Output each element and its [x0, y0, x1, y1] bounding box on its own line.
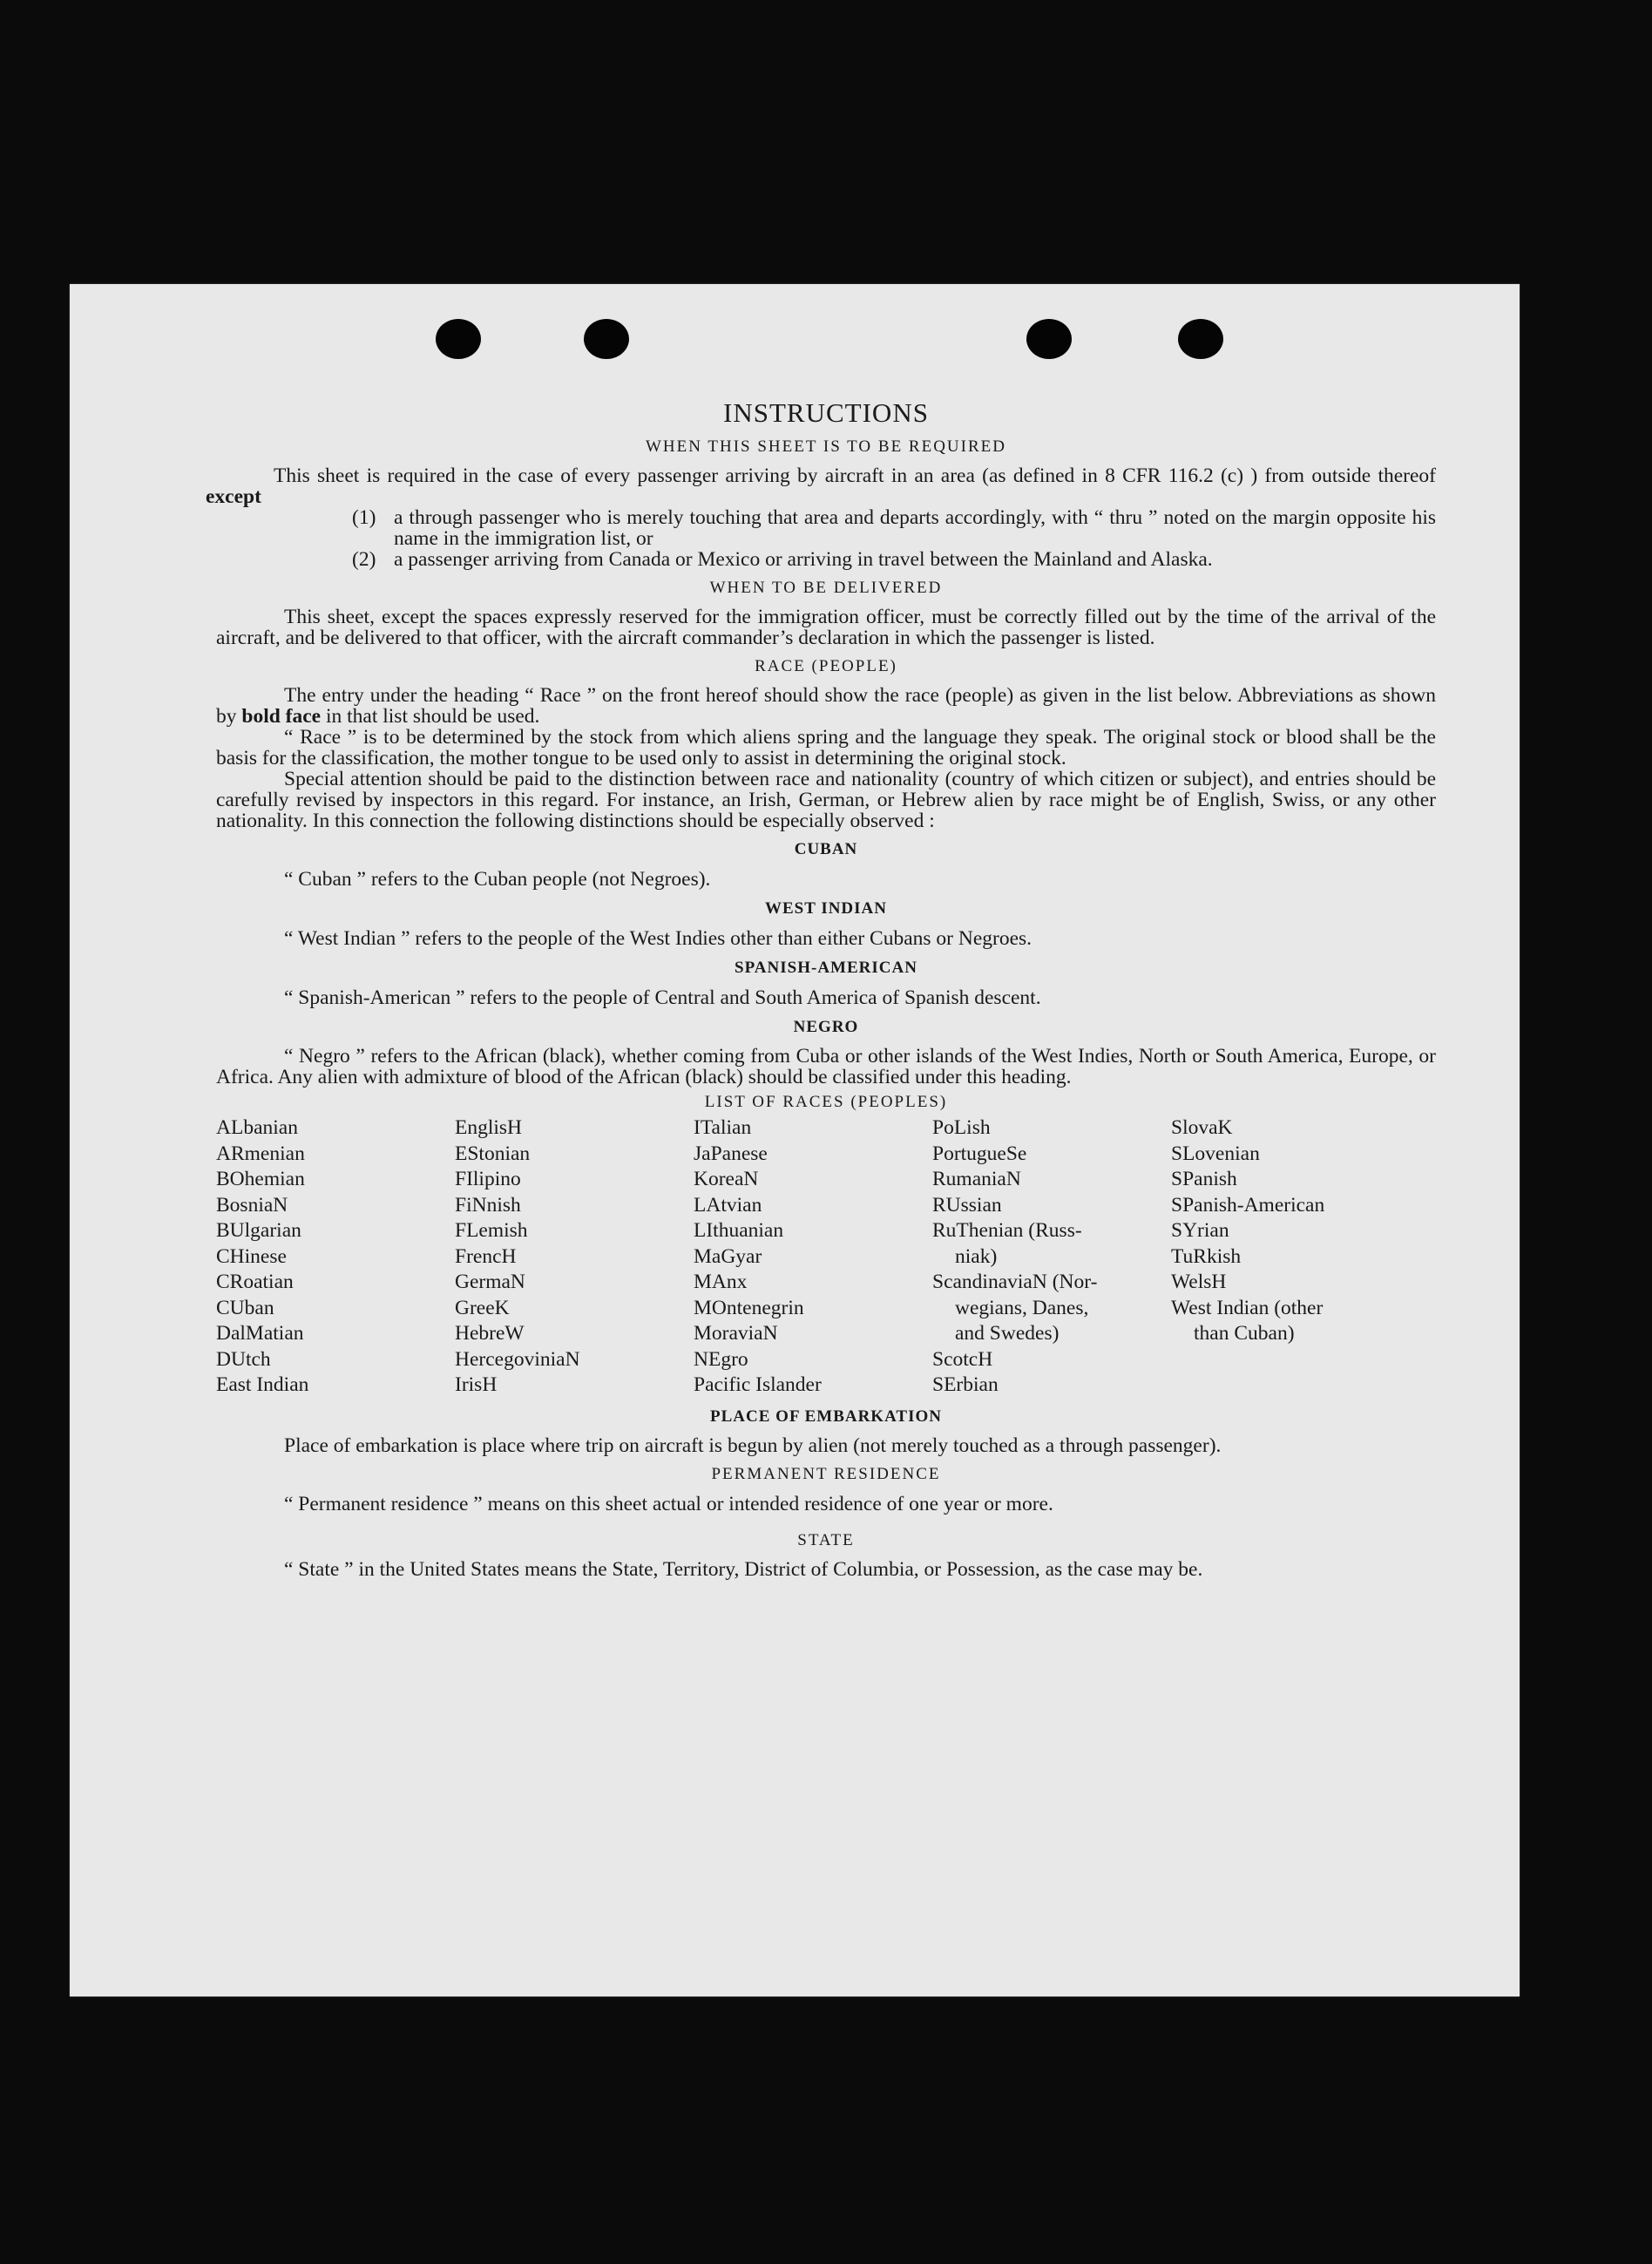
- race-entry: ARmenian: [216, 1142, 305, 1165]
- race-entry: CHinese: [216, 1244, 287, 1268]
- punch-hole: [1178, 319, 1223, 359]
- race-entry: FiNnish: [455, 1193, 521, 1217]
- races-column: [455, 1115, 694, 1399]
- race-entry: JaPanese: [694, 1142, 768, 1165]
- race-entry: SPanish: [1171, 1168, 1237, 1190]
- race-entry: PortugueSe: [932, 1142, 1027, 1165]
- race-entry: TuRkish: [1171, 1244, 1242, 1268]
- race-entry: EnglisH: [455, 1116, 523, 1139]
- race-entry: ITalian: [694, 1116, 752, 1139]
- page-title: INSTRUCTIONS: [723, 397, 929, 428]
- race-entry: CUban: [216, 1296, 274, 1319]
- punch-hole: [1026, 319, 1072, 359]
- race-entry: RUssian: [932, 1193, 1002, 1217]
- section-heading-west-indian: WEST INDIAN: [765, 899, 887, 918]
- race-entry: BosniaN: [216, 1193, 288, 1217]
- race-entry: EStonian: [455, 1142, 531, 1165]
- race-entry: BUlgarian: [216, 1219, 301, 1242]
- race-entry: BOhemian: [216, 1168, 305, 1190]
- race-entry: FrencH: [455, 1244, 517, 1268]
- race-entry: GermaN: [455, 1271, 525, 1293]
- residence-text: “ Permanent residence ” means on this sheet actual or intended residence of one year or more.: [284, 1492, 1053, 1515]
- race-entry: NEgro: [694, 1347, 748, 1371]
- race-entry: MoraviaN: [694, 1322, 778, 1345]
- state-text: “ State ” in the United States means the State, Territory, District of Columbia, or Possession, as the case may be.: [284, 1557, 1203, 1581]
- race-entry: LAtvian: [694, 1193, 762, 1217]
- races-column: [932, 1115, 1171, 1399]
- race-entry: wegians, Danes,: [955, 1296, 1089, 1319]
- race-entry: HebreW: [455, 1322, 525, 1345]
- race-entry: LIthuanian: [694, 1219, 784, 1242]
- negro-text: “ Negro ” refers to the African (black), whether coming from Cuba or other islands of the West Indies, North or South America, Europe, or Africa. Any alien with admixture of blood of the African (black) should be classified under this heading.: [216, 1045, 1436, 1088]
- race-paragraph-3: Special attention should be paid to the distinction between race and nationality (country of which citizen or subject), and entries should be carefully revised by inspectors in this regard. For instance, an Irish, German, or Hebrew alien by race might be of English, Swiss, or any other nationality. In this connection the following distinctions should be especially observed :: [216, 768, 1436, 832]
- race-entry: RumaniaN: [932, 1168, 1021, 1190]
- list-of-races-heading: LIST OF RACES (PEOPLES): [704, 1093, 948, 1111]
- section-heading-negro: NEGRO: [793, 1018, 859, 1036]
- section-heading-cuban: CUBAN: [794, 840, 858, 858]
- section-heading-embarkation: PLACE OF EMBARKATION: [710, 1407, 942, 1426]
- race-entry: West Indian (other: [1171, 1296, 1324, 1319]
- section-heading-spanish-american: SPANISH-AMERICAN: [735, 959, 917, 977]
- race-entry: RuThenian (Russ-: [932, 1219, 1082, 1242]
- race-entry: MAnx: [694, 1271, 748, 1293]
- west-indian-text: “ West Indian ” refers to the people of the West Indies other than either Cubans or Negroes.: [284, 927, 1032, 950]
- race-entry: Pacific Islander: [694, 1373, 822, 1396]
- race-entry: MOntenegrin: [694, 1296, 804, 1319]
- race-entry: SPanish-American: [1171, 1193, 1325, 1217]
- race-entry: WelsH: [1171, 1271, 1227, 1293]
- race-entry: SErbian: [932, 1373, 999, 1396]
- race-entry: DUtch: [216, 1347, 271, 1371]
- exception-item: (1) a through passenger who is merely touching that area and departs accordingly, with “ thru ” noted on the margin opposite his name in the immigration list, or: [352, 506, 1436, 550]
- race-paragraph-2: “ Race ” is to be determined by the stock from which aliens spring and the language they speak. The original stock or blood shall be the basis for the classification, the mother tongue to be used only to assist in determining the original stock.: [216, 726, 1436, 769]
- punch-hole: [584, 319, 629, 359]
- embarkation-text: Place of embarkation is place where trip on aircraft is begun by alien (not merely touched as a through passenger).: [284, 1434, 1222, 1457]
- race-entry: PoLish: [932, 1116, 991, 1139]
- race-entry: ScandinaviaN (Nor-: [932, 1271, 1098, 1293]
- section-heading-state: STATE: [797, 1530, 855, 1549]
- race-entry: FIlipino: [455, 1168, 521, 1190]
- race-entry: IrisH: [455, 1373, 498, 1396]
- race-entry: SYrian: [1171, 1219, 1229, 1242]
- race-entry: MaGyar: [694, 1244, 762, 1268]
- race-entry: ScotcH: [932, 1347, 993, 1371]
- section-heading-when-delivered: WHEN TO BE DELIVERED: [709, 579, 943, 597]
- race-entry: niak): [955, 1244, 998, 1268]
- race-entry: than Cuban): [1194, 1322, 1295, 1345]
- races-column: [1171, 1115, 1398, 1399]
- section-heading-when-required: WHEN THIS SHEET IS TO BE REQUIRED: [646, 437, 1006, 456]
- race-entry: and Swedes): [955, 1322, 1060, 1345]
- punch-hole: [436, 319, 481, 359]
- race-entry: GreeK: [455, 1296, 510, 1319]
- races-list: [216, 1115, 1436, 1399]
- races-column: [216, 1115, 455, 1399]
- race-entry: SLovenian: [1171, 1142, 1260, 1165]
- race-entry: FLemish: [455, 1219, 528, 1242]
- race-paragraph-1: The entry under the heading “ Race ” on the front hereof should show the race (people) as given in the list below. Abbreviations as shown by bold face in that list should be used.: [216, 684, 1436, 728]
- when-delivered-text: This sheet, except the spaces expressly reserved for the immigration officer, must be correctly filled out by the time of the arrival of the aircraft, and be delivered to that officer, with the aircraft commander’s declaration in which the passenger is listed.: [216, 606, 1436, 649]
- race-entry: HercegoviniaN: [455, 1347, 580, 1371]
- race-entry: SlovaK: [1171, 1116, 1233, 1139]
- when-required-intro: This sheet is required in the case of every passenger arriving by aircraft in an area (as defined in 8 CFR 116.2 (c) ) from outside thereof except: [206, 464, 1436, 508]
- race-entry: ALbanian: [216, 1116, 298, 1139]
- race-entry: East Indian: [216, 1373, 309, 1396]
- race-entry: KoreaN: [694, 1168, 759, 1190]
- document-page: [70, 284, 1520, 1996]
- section-heading-residence: PERMANENT RESIDENCE: [711, 1464, 941, 1483]
- spanish-american-text: “ Spanish-American ” refers to the people of Central and South America of Spanish descent.: [284, 986, 1041, 1009]
- instructions-content: [206, 397, 1436, 1581]
- section-heading-race: RACE (PEOPLE): [755, 657, 897, 675]
- cuban-text: “ Cuban ” refers to the Cuban people (not Negroes).: [284, 868, 711, 891]
- races-column: [694, 1115, 932, 1399]
- race-entry: CRoatian: [216, 1271, 294, 1293]
- race-entry: DalMatian: [216, 1322, 304, 1345]
- exception-item: (2) a passenger arriving from Canada or Mexico or arriving in travel between the Mainland and Alaska.: [352, 548, 1213, 571]
